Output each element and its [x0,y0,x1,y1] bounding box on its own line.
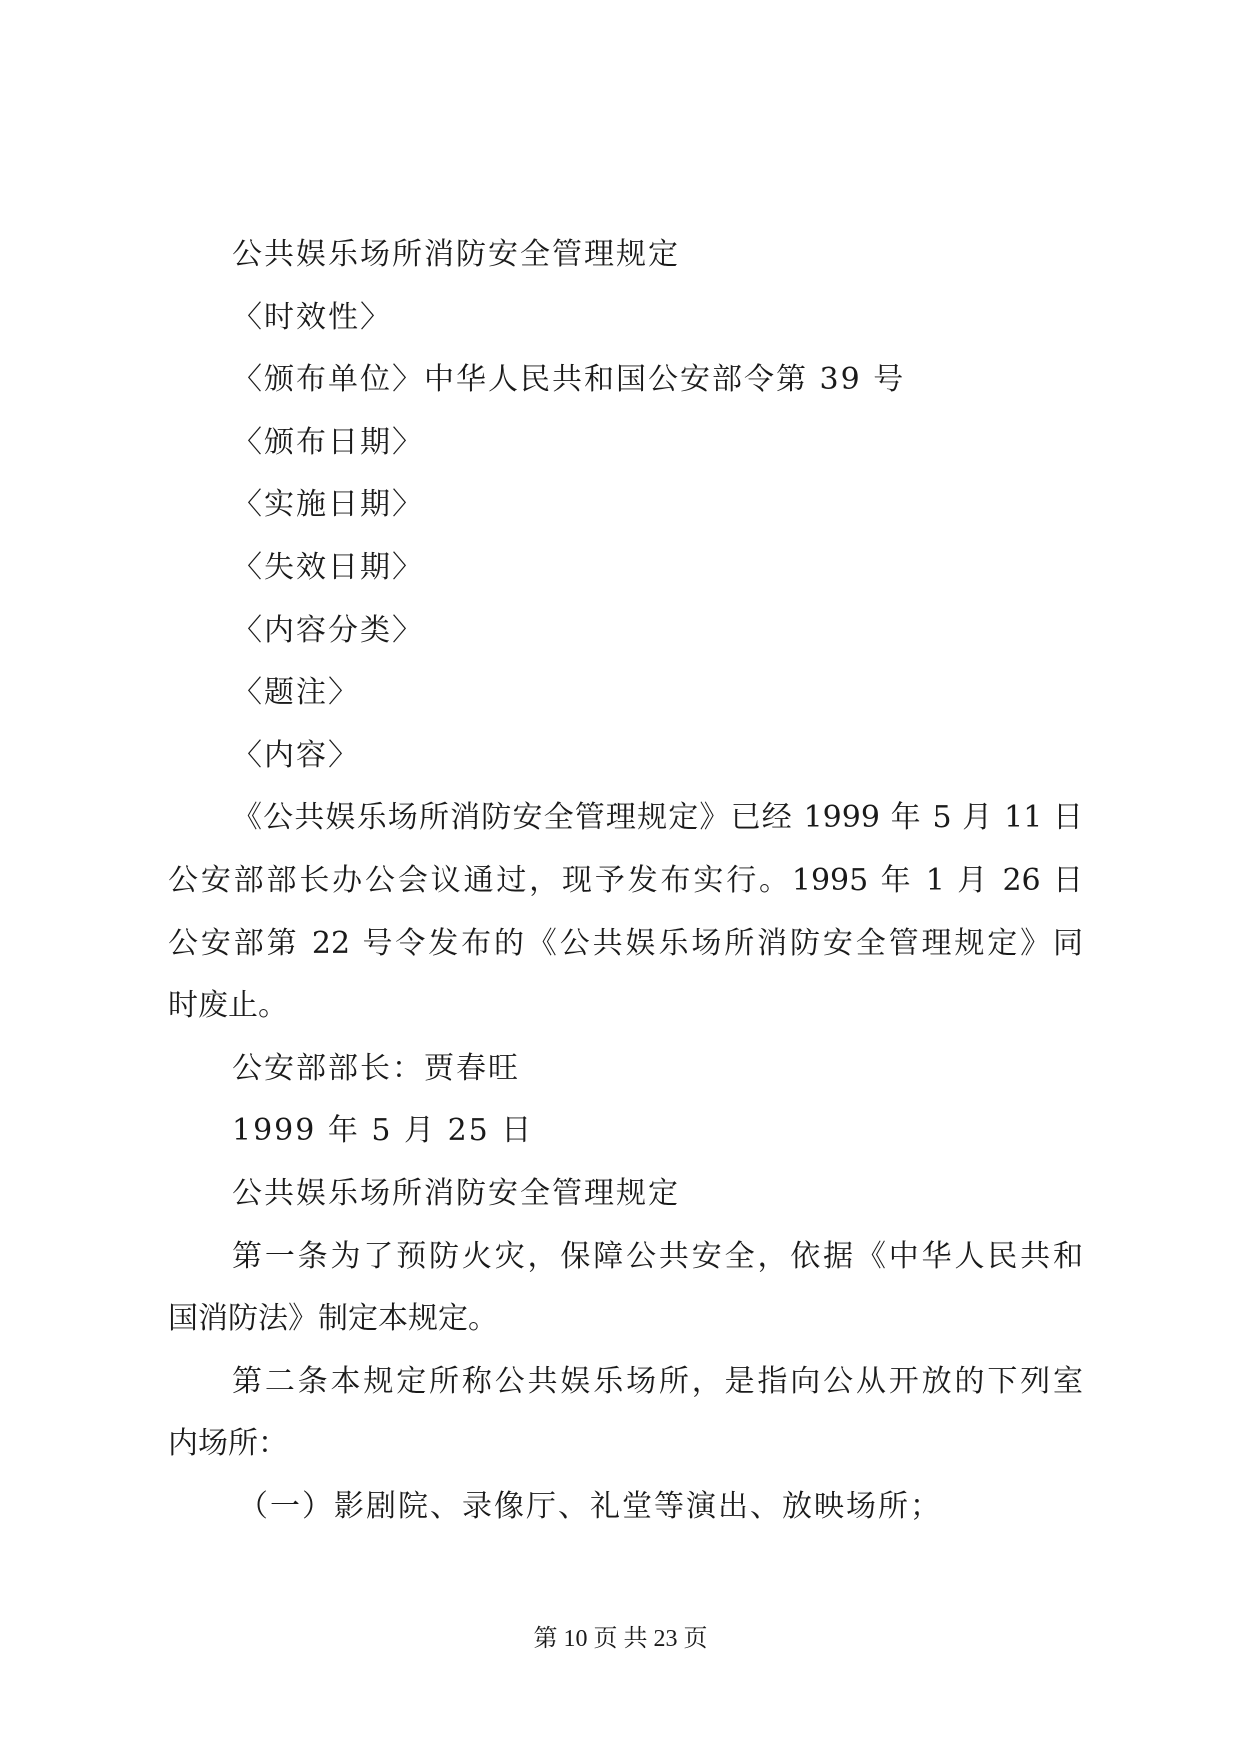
article-2-line: 第二条本规定所称公共娱乐场所，是指向公从开放的下列室 [232,1363,1083,1399]
article-1 [168,1226,1083,1351]
meta-effective-date: 〈实施日期〉 [232,487,424,523]
list-item-1: （一）影剧院、录像厅、礼堂等演出、放映场所； [238,1488,942,1524]
meta-issue-date: 〈颁布日期〉 [232,424,424,460]
decree-line: 时废止。 [168,988,288,1024]
sign-date: 1999 年 5 月 25 日 [232,1113,534,1149]
meta-validity: 〈时效性〉 [232,299,392,335]
signature: 公安部部长：贾春旺 [232,1050,520,1086]
document-title: 公共娱乐场所消防安全管理规定 [232,237,680,272]
decree-line: 公安部部长办公会议通过，现予发布实行。1995 年 1 月 26 日 [168,862,1083,898]
meta-category: 〈内容分类〉 [232,612,424,648]
article-1-line: 第一条为了预防火灾，保障公共安全，依据《中华人民共和 [232,1238,1083,1274]
decree-line: 《公共娱乐场所消防安全管理规定》已经 1999 年 5 月 11 日 [232,800,1083,836]
article-2-line: 内场所： [168,1426,288,1462]
regulation-subtitle: 公共娱乐场所消防安全管理规定 [232,1175,680,1211]
article-1-line: 国消防法》制定本规定。 [168,1301,498,1337]
decree-line: 公安部第 22 号令发布的《公共娱乐场所消防安全管理规定》同 [168,925,1083,961]
decree-paragraph [168,787,1083,1037]
meta-content: 〈内容〉 [232,737,360,773]
meta-note: 〈题注〉 [232,675,360,711]
meta-issuer: 〈颁布单位〉中华人民共和国公安部令第 39 号 [232,362,906,398]
document-body [168,224,1083,1538]
meta-expiry-date: 〈失效日期〉 [232,549,424,585]
article-2 [168,1351,1083,1476]
page-footer: 第 10 页 共 23 页 [533,1626,708,1652]
